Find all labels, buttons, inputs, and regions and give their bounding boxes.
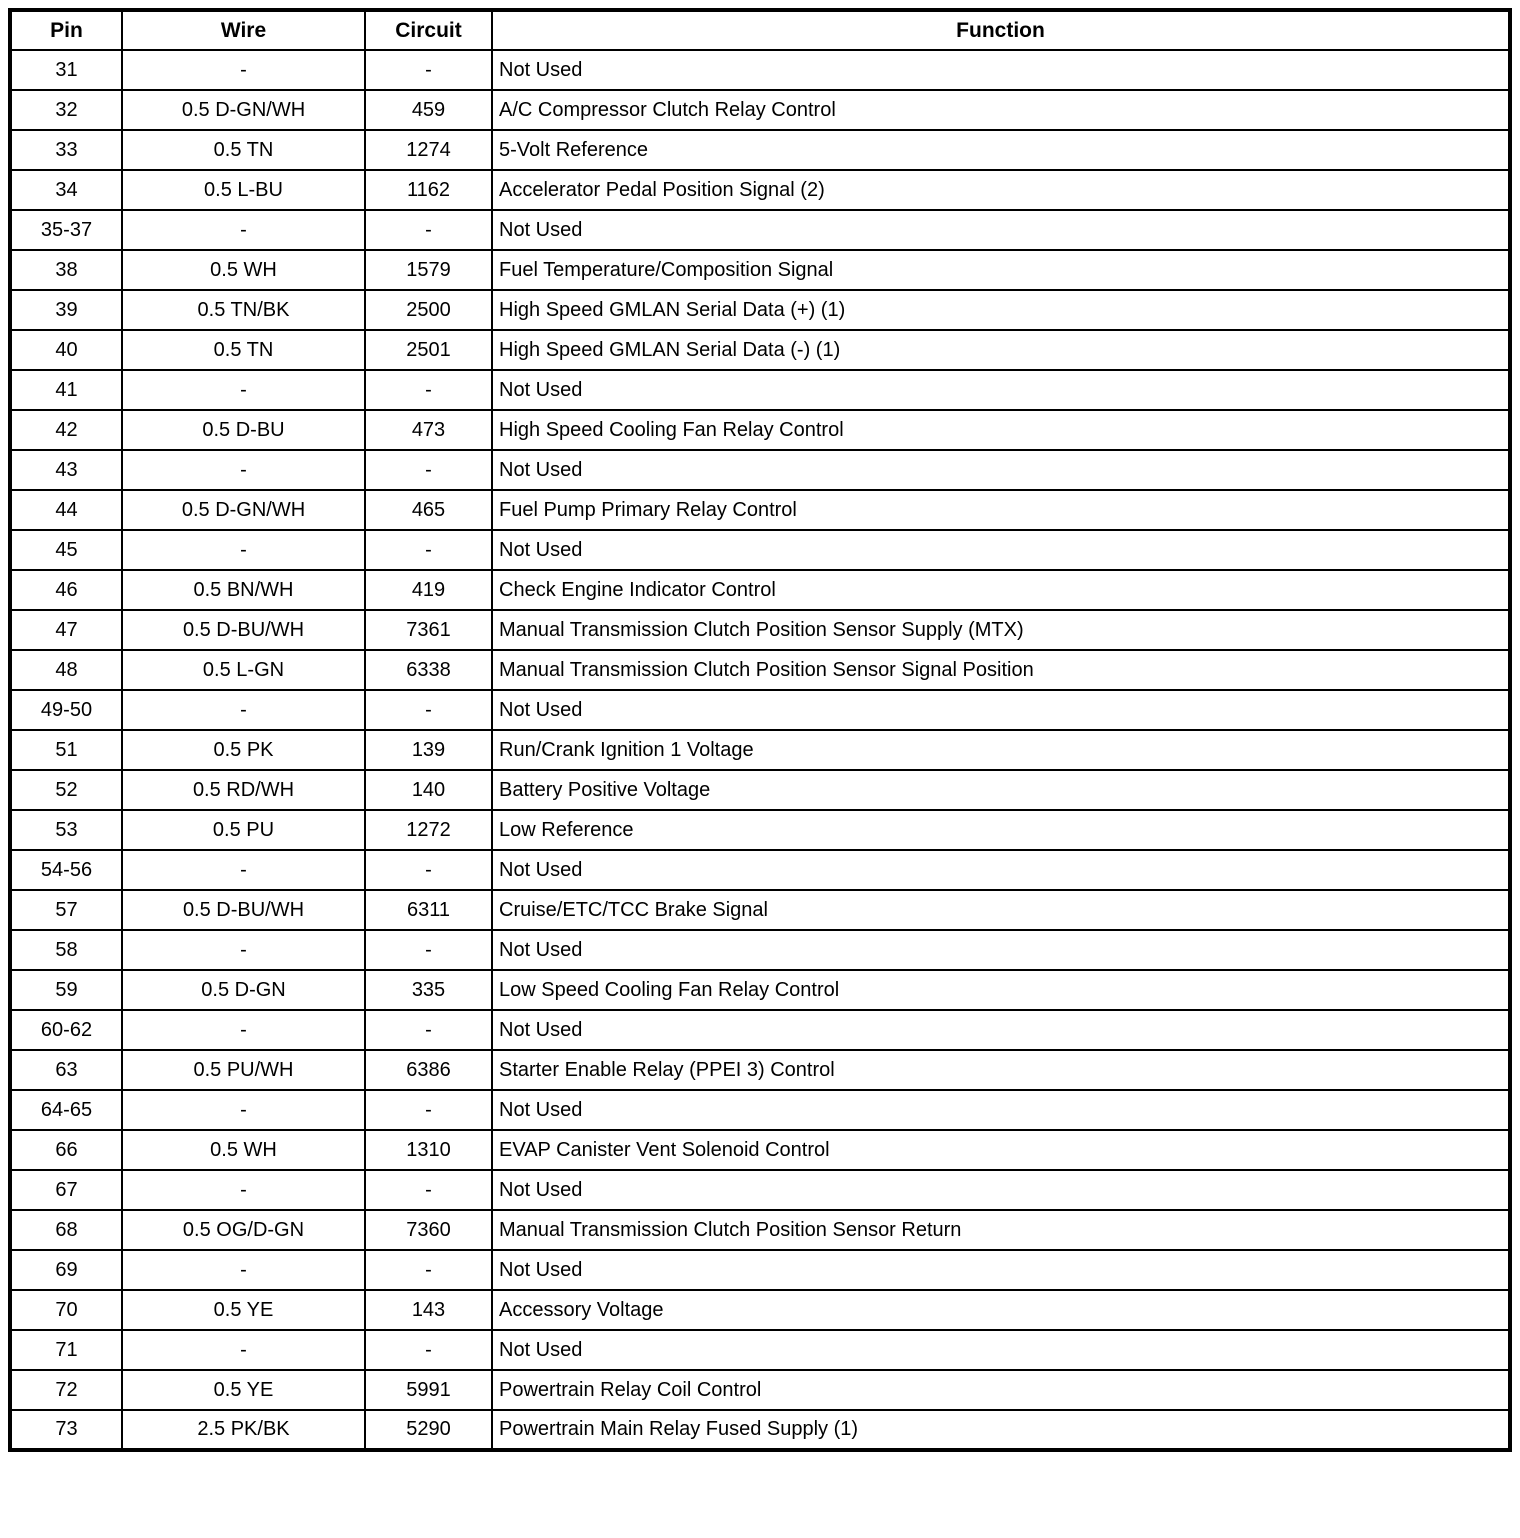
table-row <box>10 370 1510 410</box>
wire-cell: - <box>122 1010 365 1050</box>
circuit-cell: - <box>365 1250 492 1290</box>
table-row <box>10 530 1510 570</box>
table-row <box>10 770 1510 810</box>
wire-cell: - <box>122 450 365 490</box>
pin-cell: 42 <box>10 410 122 450</box>
table-row <box>10 330 1510 370</box>
circuit-cell: 6311 <box>365 890 492 930</box>
wire-cell: - <box>122 850 365 890</box>
wire-cell: 0.5 PK <box>122 730 365 770</box>
table-row <box>10 810 1510 850</box>
pin-cell: 54-56 <box>10 850 122 890</box>
circuit-cell: 465 <box>365 490 492 530</box>
pin-cell: 51 <box>10 730 122 770</box>
circuit-cell: 1162 <box>365 170 492 210</box>
wire-cell: 0.5 PU/WH <box>122 1050 365 1090</box>
circuit-cell: - <box>365 1170 492 1210</box>
wire-cell: 0.5 TN <box>122 130 365 170</box>
table-row <box>10 490 1510 530</box>
function-cell: Check Engine Indicator Control <box>492 570 1510 610</box>
circuit-cell: - <box>365 690 492 730</box>
pin-cell: 44 <box>10 490 122 530</box>
wire-cell: - <box>122 1090 365 1130</box>
circuit-cell: 459 <box>365 90 492 130</box>
wire-cell: - <box>122 1330 365 1370</box>
table-row <box>10 90 1510 130</box>
function-cell: Manual Transmission Clutch Position Sensor Supply (MTX) <box>492 610 1510 650</box>
pin-cell: 57 <box>10 890 122 930</box>
table-row <box>10 1210 1510 1250</box>
pin-cell: 34 <box>10 170 122 210</box>
table-row <box>10 450 1510 490</box>
table-row <box>10 650 1510 690</box>
wire-cell: - <box>122 530 365 570</box>
pin-cell: 71 <box>10 1330 122 1370</box>
pin-cell: 63 <box>10 1050 122 1090</box>
pin-cell: 64-65 <box>10 1090 122 1130</box>
wire-cell: - <box>122 50 365 90</box>
circuit-cell: - <box>365 50 492 90</box>
pin-cell: 31 <box>10 50 122 90</box>
function-cell: Low Reference <box>492 810 1510 850</box>
function-cell: Low Speed Cooling Fan Relay Control <box>492 970 1510 1010</box>
function-cell: Starter Enable Relay (PPEI 3) Control <box>492 1050 1510 1090</box>
wire-cell: 0.5 BN/WH <box>122 570 365 610</box>
circuit-cell: 335 <box>365 970 492 1010</box>
pin-cell: 66 <box>10 1130 122 1170</box>
table-row <box>10 730 1510 770</box>
table-row <box>10 1410 1510 1450</box>
function-cell: Not Used <box>492 530 1510 570</box>
circuit-cell: - <box>365 450 492 490</box>
circuit-cell: 1272 <box>365 810 492 850</box>
table-row <box>10 1010 1510 1050</box>
pin-cell: 48 <box>10 650 122 690</box>
wire-cell: 0.5 D-BU <box>122 410 365 450</box>
function-cell: Not Used <box>492 1330 1510 1370</box>
function-cell: Not Used <box>492 930 1510 970</box>
wire-cell: 0.5 TN/BK <box>122 290 365 330</box>
pin-cell: 53 <box>10 810 122 850</box>
function-cell: 5-Volt Reference <box>492 130 1510 170</box>
pin-cell: 68 <box>10 1210 122 1250</box>
circuit-cell: - <box>365 530 492 570</box>
pin-cell: 43 <box>10 450 122 490</box>
circuit-cell: 2501 <box>365 330 492 370</box>
circuit-cell: - <box>365 1090 492 1130</box>
table-row <box>10 250 1510 290</box>
pin-cell: 46 <box>10 570 122 610</box>
function-cell: Fuel Temperature/Composition Signal <box>492 250 1510 290</box>
table-row <box>10 1330 1510 1370</box>
wire-cell: 0.5 D-GN <box>122 970 365 1010</box>
wire-cell: 0.5 OG/D-GN <box>122 1210 365 1250</box>
wire-cell: 0.5 D-BU/WH <box>122 610 365 650</box>
function-cell: Fuel Pump Primary Relay Control <box>492 490 1510 530</box>
circuit-cell: 6338 <box>365 650 492 690</box>
table-row <box>10 210 1510 250</box>
function-cell: Powertrain Relay Coil Control <box>492 1370 1510 1410</box>
circuit-cell: 7361 <box>365 610 492 650</box>
pin-cell: 69 <box>10 1250 122 1290</box>
pin-cell: 70 <box>10 1290 122 1330</box>
table-row <box>10 690 1510 730</box>
table-row <box>10 1290 1510 1330</box>
circuit-cell: 5991 <box>365 1370 492 1410</box>
wire-cell: 0.5 D-GN/WH <box>122 490 365 530</box>
pinout-table <box>8 8 1512 1452</box>
function-cell: Manual Transmission Clutch Position Sensor Return <box>492 1210 1510 1250</box>
function-cell: Cruise/ETC/TCC Brake Signal <box>492 890 1510 930</box>
function-cell: Not Used <box>492 1250 1510 1290</box>
circuit-cell: - <box>365 210 492 250</box>
table-row <box>10 570 1510 610</box>
circuit-cell: 139 <box>365 730 492 770</box>
table-row <box>10 50 1510 90</box>
header-row <box>10 10 1510 50</box>
table-row <box>10 890 1510 930</box>
circuit-cell: - <box>365 1330 492 1370</box>
function-cell: Not Used <box>492 850 1510 890</box>
table-row <box>10 1250 1510 1290</box>
function-cell: Accessory Voltage <box>492 1290 1510 1330</box>
wire-cell: 0.5 YE <box>122 1290 365 1330</box>
circuit-cell: 1579 <box>365 250 492 290</box>
pin-cell: 67 <box>10 1170 122 1210</box>
function-cell: High Speed GMLAN Serial Data (-) (1) <box>492 330 1510 370</box>
wire-cell: 0.5 L-GN <box>122 650 365 690</box>
pin-cell: 72 <box>10 1370 122 1410</box>
pin-cell: 47 <box>10 610 122 650</box>
function-cell: Powertrain Main Relay Fused Supply (1) <box>492 1410 1510 1450</box>
function-cell: Accelerator Pedal Position Signal (2) <box>492 170 1510 210</box>
pin-cell: 35-37 <box>10 210 122 250</box>
pin-cell: 39 <box>10 290 122 330</box>
table-row <box>10 970 1510 1010</box>
circuit-cell: 140 <box>365 770 492 810</box>
table-row <box>10 850 1510 890</box>
pin-cell: 41 <box>10 370 122 410</box>
table-row <box>10 170 1510 210</box>
function-cell: Not Used <box>492 1170 1510 1210</box>
function-cell: Not Used <box>492 50 1510 90</box>
wire-cell: - <box>122 690 365 730</box>
wire-cell: - <box>122 1170 365 1210</box>
wire-cell: 0.5 D-BU/WH <box>122 890 365 930</box>
pin-cell: 45 <box>10 530 122 570</box>
function-cell: High Speed Cooling Fan Relay Control <box>492 410 1510 450</box>
pin-cell: 49-50 <box>10 690 122 730</box>
circuit-cell: 6386 <box>365 1050 492 1090</box>
header-pin: Pin <box>10 10 122 50</box>
circuit-cell: 2500 <box>365 290 492 330</box>
pin-cell: 32 <box>10 90 122 130</box>
wire-cell: 0.5 WH <box>122 250 365 290</box>
table-row <box>10 1170 1510 1210</box>
function-cell: Not Used <box>492 690 1510 730</box>
circuit-cell: 7360 <box>365 1210 492 1250</box>
function-cell: Not Used <box>492 1010 1510 1050</box>
circuit-cell: 5290 <box>365 1410 492 1450</box>
function-cell: Not Used <box>492 370 1510 410</box>
wire-cell: 0.5 PU <box>122 810 365 850</box>
header-function: Function <box>492 10 1510 50</box>
pin-cell: 38 <box>10 250 122 290</box>
circuit-cell: 1274 <box>365 130 492 170</box>
function-cell: High Speed GMLAN Serial Data (+) (1) <box>492 290 1510 330</box>
function-cell: Manual Transmission Clutch Position Sensor Signal Position <box>492 650 1510 690</box>
circuit-cell: - <box>365 1010 492 1050</box>
pin-cell: 73 <box>10 1410 122 1450</box>
wire-cell: - <box>122 930 365 970</box>
function-cell: EVAP Canister Vent Solenoid Control <box>492 1130 1510 1170</box>
function-cell: Battery Positive Voltage <box>492 770 1510 810</box>
circuit-cell: 473 <box>365 410 492 450</box>
wire-cell: 0.5 D-GN/WH <box>122 90 365 130</box>
pin-cell: 59 <box>10 970 122 1010</box>
function-cell: Not Used <box>492 1090 1510 1130</box>
wire-cell: 0.5 YE <box>122 1370 365 1410</box>
function-cell: Run/Crank Ignition 1 Voltage <box>492 730 1510 770</box>
table-row <box>10 930 1510 970</box>
circuit-cell: - <box>365 850 492 890</box>
circuit-cell: - <box>365 370 492 410</box>
circuit-cell: 1310 <box>365 1130 492 1170</box>
table-row <box>10 410 1510 450</box>
circuit-cell: 419 <box>365 570 492 610</box>
table-row <box>10 610 1510 650</box>
header-wire: Wire <box>122 10 365 50</box>
table-row <box>10 130 1510 170</box>
pin-cell: 52 <box>10 770 122 810</box>
wire-cell: 2.5 PK/BK <box>122 1410 365 1450</box>
circuit-cell: 143 <box>365 1290 492 1330</box>
pin-cell: 33 <box>10 130 122 170</box>
table-row <box>10 1130 1510 1170</box>
function-cell: Not Used <box>492 210 1510 250</box>
wire-cell: 0.5 L-BU <box>122 170 365 210</box>
table-row <box>10 1370 1510 1410</box>
wire-cell: 0.5 TN <box>122 330 365 370</box>
circuit-cell: - <box>365 930 492 970</box>
table-row <box>10 290 1510 330</box>
header-circuit: Circuit <box>365 10 492 50</box>
table-row <box>10 1050 1510 1090</box>
wire-cell: - <box>122 210 365 250</box>
function-cell: Not Used <box>492 450 1510 490</box>
wire-cell: - <box>122 370 365 410</box>
wire-cell: 0.5 WH <box>122 1130 365 1170</box>
pin-cell: 40 <box>10 330 122 370</box>
function-cell: A/C Compressor Clutch Relay Control <box>492 90 1510 130</box>
wire-cell: 0.5 RD/WH <box>122 770 365 810</box>
pin-cell: 60-62 <box>10 1010 122 1050</box>
pinout-table-body <box>10 50 1510 1450</box>
pin-cell: 58 <box>10 930 122 970</box>
table-row <box>10 1090 1510 1130</box>
wire-cell: - <box>122 1250 365 1290</box>
